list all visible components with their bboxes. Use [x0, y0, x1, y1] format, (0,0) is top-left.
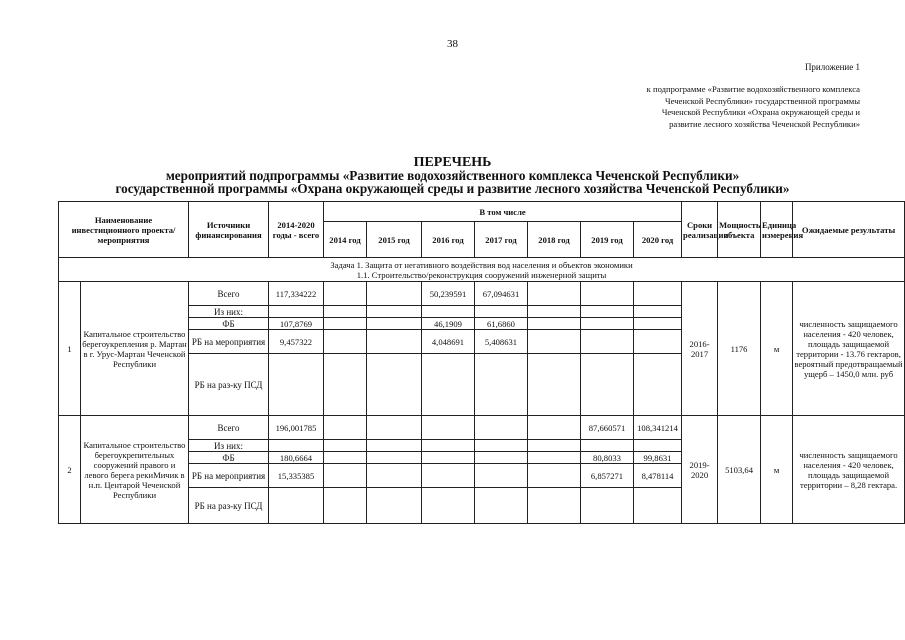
cell-2017 [475, 452, 528, 464]
cell-2016 [422, 416, 475, 440]
table-row [59, 282, 905, 306]
cell-2016: 46,1909 [422, 318, 475, 330]
source-label: ФБ [189, 318, 269, 330]
cell-2018 [528, 282, 581, 306]
header-sources: Источники финансирования [189, 202, 269, 258]
header-name: Наименование инвестиционного проекта/мероприятия [59, 202, 189, 258]
cell-terms: 2016-2017 [682, 282, 718, 416]
cell-2019 [581, 318, 634, 330]
heading-subtitle-2: государственной программы «Охрана окружающей среды и развитие лесного хозяйства Чеченской Республики» [115, 180, 790, 196]
cell-total: 117,334222 [269, 282, 324, 306]
cell-total: 196,001785 [269, 416, 324, 440]
cell-2020: 99,8631 [634, 452, 682, 464]
cell-2020 [634, 318, 682, 330]
cell-2017 [475, 416, 528, 440]
document-heading [0, 156, 905, 195]
appendix-line: Чеченской Республики «Охрана окружающей среды и [661, 107, 860, 117]
cell-2020: 8,478114 [634, 464, 682, 488]
cell-results: численность защищаемого населения - 420 человек, площадь защищаемой территории - 13.76 гектаров, вероятный предотвращаемый ущерб – 1450,0 млн. руб [793, 282, 905, 416]
cell-2016 [422, 464, 475, 488]
header-unit: Единица измерения [761, 202, 793, 258]
cell-2015 [367, 416, 422, 440]
subtask-title: 1.1. Строительство/реконструкция сооружений инженерной защиты [356, 269, 607, 280]
source-label: Из них: [189, 440, 269, 452]
cell-2017 [475, 464, 528, 488]
project-name: Капитальное строительство берегоукрепления р. Мартан в г. Урус-Мартан Чеченской Республики [81, 282, 189, 416]
source-label: РБ на раз-ку ПСД [189, 488, 269, 524]
task-row [59, 258, 905, 282]
source-label: РБ на мероприятия [189, 330, 269, 354]
heading-title: ПЕРЕЧЕНЬ [413, 155, 492, 170]
header-year-2019: 2019 год [581, 222, 634, 258]
cell-total: 15,335385 [269, 464, 324, 488]
source-label: Всего [189, 282, 269, 306]
cell-2017: 67,094631 [475, 282, 528, 306]
cell-2015 [367, 282, 422, 306]
cell-2016 [422, 452, 475, 464]
header-year-2016: 2016 год [422, 222, 475, 258]
cell-2019 [581, 282, 634, 306]
header-results: Ожидаемые результаты [793, 202, 905, 258]
cell-results: численность защищаемого населения - 420 человек, площадь защищаемой территории – 8,28 гектара. [793, 416, 905, 524]
cell-capacity: 1176 [718, 282, 761, 416]
cell-unit: м [761, 282, 793, 416]
cell-2017: 5,408631 [475, 330, 528, 354]
cell-total: 180,6664 [269, 452, 324, 464]
source-label: РБ на мероприятия [189, 464, 269, 488]
header-year-2014: 2014 год [324, 222, 367, 258]
cell-2016: 4,048691 [422, 330, 475, 354]
cell-2016: 50,239591 [422, 282, 475, 306]
cell-2017: 61,6860 [475, 318, 528, 330]
cell-capacity: 5103,64 [718, 416, 761, 524]
header-year-2018: 2018 год [528, 222, 581, 258]
cell-total: 107,8769 [269, 318, 324, 330]
source-label: Из них: [189, 306, 269, 318]
project-name: Капитальное строительство берегоукрепительных сооружений правого и левого берега рекиМичик в н.п. Центарой Чеченской Республики [81, 416, 189, 524]
cell-2019: 6,857271 [581, 464, 634, 488]
task-title: Задача 1. Защита от негативного воздействия вод населения и объектов экономики [330, 259, 633, 270]
cell-2014 [324, 282, 367, 306]
row-number: 2 [59, 416, 81, 524]
activities-table [58, 201, 905, 524]
header-year-2015: 2015 год [367, 222, 422, 258]
cell-2019: 87,660571 [581, 416, 634, 440]
header-incl: В том числе [324, 202, 682, 222]
cell-2019: 80,8033 [581, 452, 634, 464]
header-capacity: Мощность объекта [718, 202, 761, 258]
appendix-line: развитие лесного хозяйства Чеченской Республики» [669, 118, 860, 129]
header-total: 2014-2020 годы - всего [269, 202, 324, 258]
cell-2014 [324, 416, 367, 440]
source-label: РБ на раз-ку ПСД [189, 354, 269, 416]
appendix-line: к подпрограмме «Развитие водохозяйственного комплекса [646, 84, 860, 94]
row-number: 1 [59, 282, 81, 416]
heading-subtitle: мероприятий подпрограммы «Развитие водохозяйственного комплекса Чеченской Республики» [165, 168, 740, 183]
cell-unit: м [761, 416, 793, 524]
source-label: Всего [189, 416, 269, 440]
cell-2020 [634, 282, 682, 306]
cell-2019 [581, 330, 634, 354]
source-label: ФБ [189, 452, 269, 464]
table-row [59, 416, 905, 440]
page-number: 38 [447, 38, 458, 50]
appendix-line: Чеченской Республики» государственной программы [665, 95, 860, 106]
cell-2020: 108,341214 [634, 416, 682, 440]
header-year-2017: 2017 год [475, 222, 528, 258]
cell-2018 [528, 416, 581, 440]
cell-2020 [634, 330, 682, 354]
header-year-2020: 2020 год [634, 222, 682, 258]
appendix-reference [560, 84, 860, 130]
appendix-label: Приложение 1 [804, 62, 860, 72]
header-terms: Сроки реализации [682, 202, 718, 258]
cell-total: 9,457322 [269, 330, 324, 354]
cell-terms: 2019-2020 [682, 416, 718, 524]
